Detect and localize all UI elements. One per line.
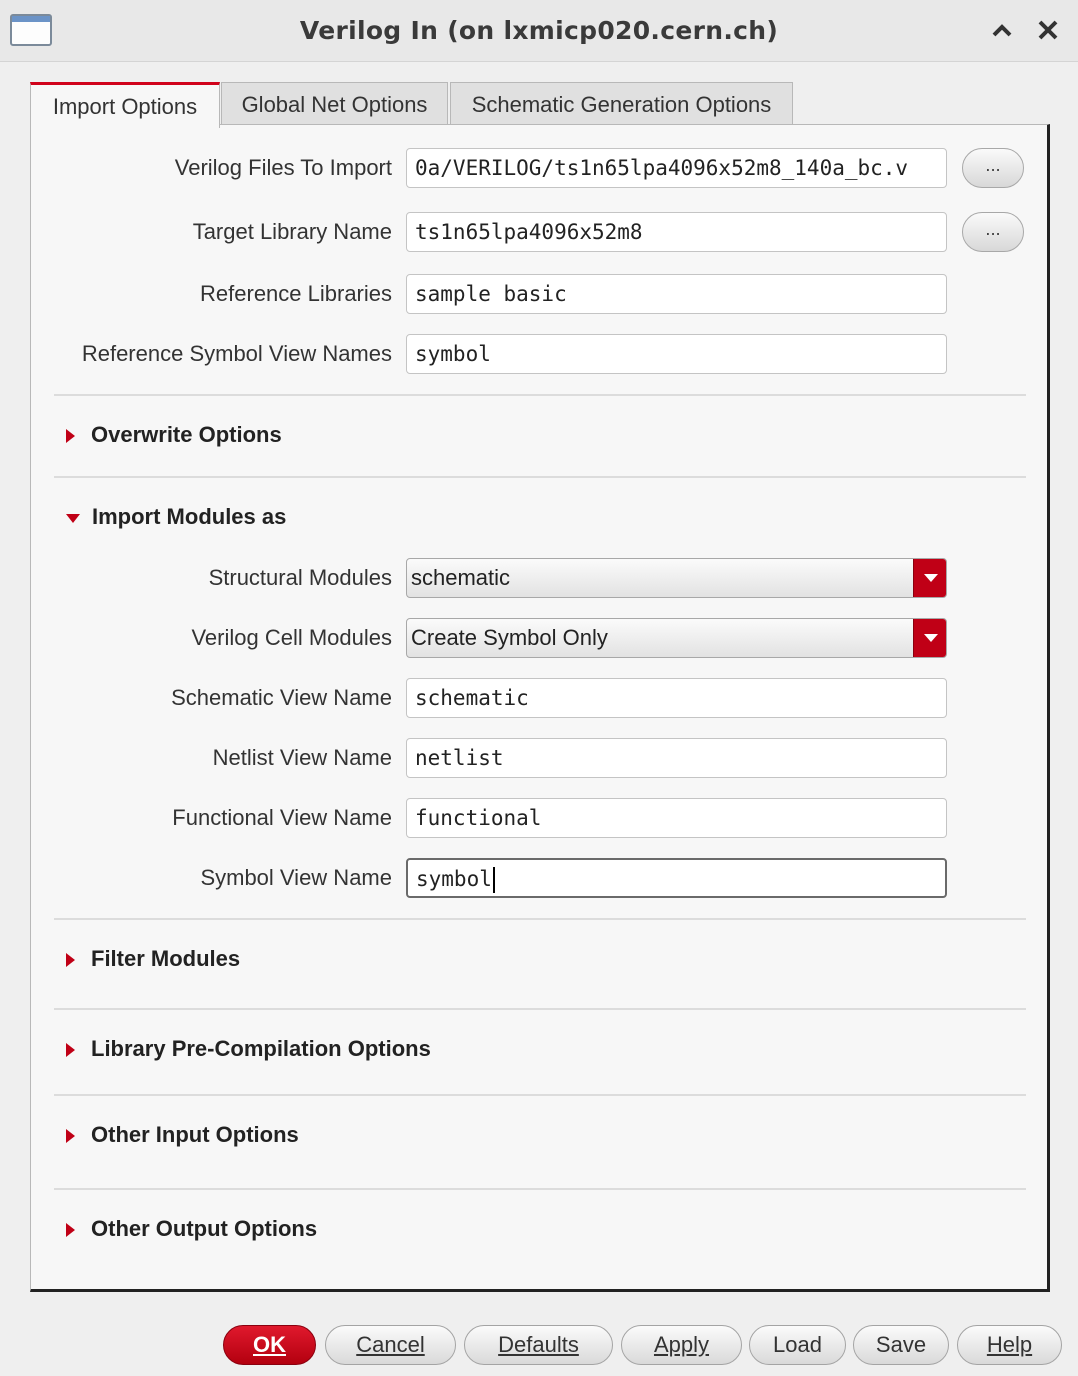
other-input-options-section[interactable] <box>66 1122 299 1152</box>
tab-schematic-generation-options[interactable]: Schematic Generation Options <box>450 82 793 126</box>
schematic-view-label: Schematic View Name <box>171 685 392 710</box>
separator <box>54 918 1026 920</box>
tab-global-net-options[interactable]: Global Net Options <box>221 82 448 126</box>
verilog-files-label: Verilog Files To Import <box>174 155 392 180</box>
collapse-icon[interactable] <box>985 12 1019 48</box>
section-title: Import Modules as <box>92 504 287 529</box>
symbol-view-label: Symbol View Name <box>200 865 392 890</box>
reference-symbol-views-input[interactable]: symbol <box>406 334 947 374</box>
verilog-files-browse-button[interactable]: ... <box>962 148 1024 188</box>
expand-arrow-icon <box>66 429 75 443</box>
ok-button[interactable]: OK <box>223 1325 316 1365</box>
separator <box>54 1008 1026 1010</box>
dropdown-arrow-icon[interactable] <box>913 619 946 657</box>
section-title: Other Output Options <box>91 1216 318 1241</box>
separator <box>54 1094 1026 1096</box>
close-x-icon <box>1031 12 1065 48</box>
section-title: Filter Modules <box>91 946 241 971</box>
collapse-arrow-icon <box>66 514 80 523</box>
apply-button[interactable] <box>621 1325 742 1365</box>
target-library-label: Target Library Name <box>192 219 392 244</box>
import-modules-section[interactable] <box>66 504 286 534</box>
title-bar <box>0 0 1078 62</box>
text-caret <box>493 867 495 893</box>
functional-view-label: Functional View Name <box>172 805 392 830</box>
library-precompilation-section[interactable] <box>66 1036 431 1066</box>
dropdown-arrow-icon[interactable] <box>913 559 946 597</box>
reference-symbol-views-label: Reference Symbol View Names <box>81 341 392 366</box>
symbol-view-value: symbol <box>416 867 492 891</box>
netlist-view-input[interactable]: netlist <box>406 738 947 778</box>
other-output-options-section[interactable] <box>66 1216 317 1246</box>
separator <box>54 476 1026 478</box>
section-title: Library Pre-Compilation Options <box>91 1036 431 1061</box>
separator <box>54 394 1026 396</box>
netlist-view-label: Netlist View Name <box>212 745 392 770</box>
overwrite-options-section[interactable] <box>66 422 282 452</box>
verilog-cell-modules-value: Create Symbol Only <box>411 625 608 650</box>
load-button[interactable]: Load <box>749 1325 846 1365</box>
structural-modules-value: schematic <box>411 565 511 590</box>
chevron-up-icon <box>985 12 1019 48</box>
defaults-button[interactable] <box>464 1325 613 1365</box>
cancel-button[interactable] <box>325 1325 456 1365</box>
functional-view-input[interactable]: functional <box>406 798 947 838</box>
target-library-input[interactable]: ts1n65lpa4096x52m8 <box>406 212 947 252</box>
expand-arrow-icon <box>66 953 75 967</box>
expand-arrow-icon <box>66 1043 75 1057</box>
save-button[interactable]: Save <box>853 1325 949 1365</box>
verilog-cell-modules-label: Verilog Cell Modules <box>191 625 392 650</box>
close-icon[interactable] <box>1031 12 1065 48</box>
filter-modules-section[interactable] <box>66 946 240 976</box>
target-library-browse-button[interactable]: ... <box>962 212 1024 252</box>
section-title: Other Input Options <box>91 1122 299 1147</box>
tab-import-options[interactable]: Import Options <box>30 82 220 128</box>
defaults-label: Defaults <box>498 1332 579 1357</box>
reference-libraries-label: Reference Libraries <box>200 281 392 306</box>
cancel-label: Cancel <box>356 1332 425 1357</box>
verilog-files-input[interactable]: 0a/VERILOG/ts1n65lpa4096x52m8_140a_bc.v <box>406 148 947 188</box>
section-title: Overwrite Options <box>91 422 282 447</box>
schematic-view-input[interactable]: schematic <box>406 678 947 718</box>
symbol-view-input[interactable] <box>406 858 947 898</box>
reference-libraries-input[interactable]: sample basic <box>406 274 947 314</box>
verilog-cell-modules-select[interactable] <box>406 618 947 658</box>
help-label: Help <box>986 1332 1033 1357</box>
structural-modules-label: Structural Modules <box>208 565 392 590</box>
separator <box>54 1188 1026 1190</box>
window-title: Verilog In (on lxmicp020.cern.ch) <box>299 16 779 45</box>
expand-arrow-icon <box>66 1129 75 1143</box>
expand-arrow-icon <box>66 1223 75 1237</box>
apply-label: Apply <box>653 1332 710 1357</box>
structural-modules-select[interactable] <box>406 558 947 598</box>
help-button[interactable] <box>957 1325 1062 1365</box>
